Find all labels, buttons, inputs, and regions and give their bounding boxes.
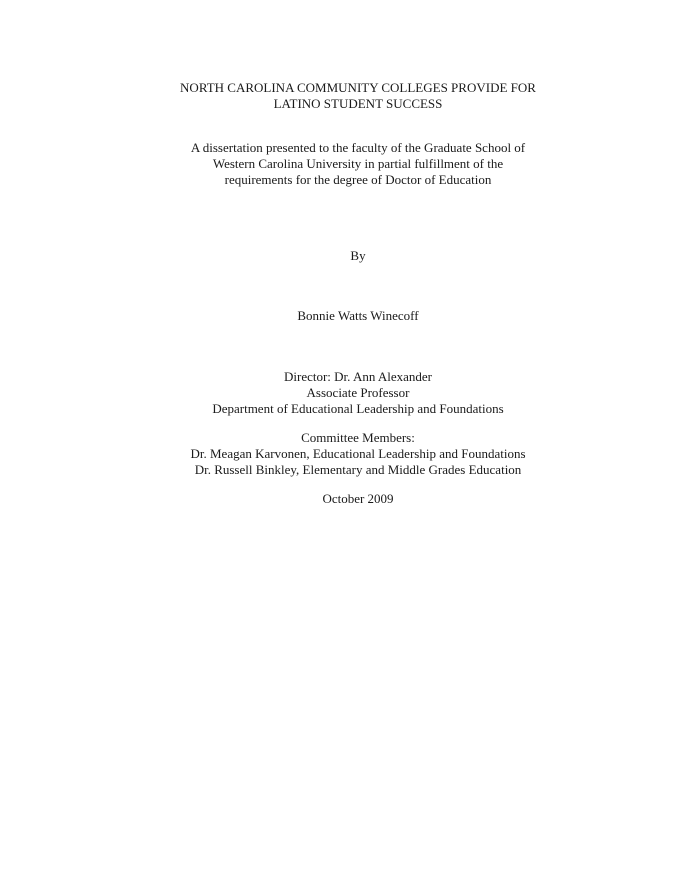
submission-date bbox=[0, 491, 676, 507]
committee-member: Dr. Russell Binkley, Elementary and Middle Grades Education bbox=[194, 462, 522, 477]
title-line: LATINO STUDENT SUCCESS bbox=[273, 96, 443, 111]
title-line: NORTH CAROLINA COMMUNITY COLLEGES PROVIDE FOR bbox=[180, 80, 536, 95]
dissertation-statement bbox=[0, 140, 676, 188]
director-name: Director: Dr. Ann Alexander bbox=[283, 369, 432, 384]
statement-line: requirements for the degree of Doctor of Education bbox=[224, 172, 492, 187]
date-text: October 2009 bbox=[322, 491, 394, 506]
committee-heading: Committee Members: bbox=[301, 430, 415, 445]
committee-member: Dr. Meagan Karvonen, Educational Leadership and Foundations bbox=[190, 446, 526, 461]
director-title: Associate Professor bbox=[306, 385, 410, 400]
by-label bbox=[0, 248, 676, 264]
director-info bbox=[0, 369, 676, 417]
statement-line: A dissertation presented to the faculty of the Graduate School of bbox=[190, 140, 526, 155]
by-text: By bbox=[350, 248, 366, 263]
statement-line: Western Carolina University in partial fulfillment of the bbox=[212, 156, 504, 171]
dissertation-title bbox=[0, 80, 676, 112]
author-text: Bonnie Watts Winecoff bbox=[297, 308, 419, 323]
author-name bbox=[0, 308, 676, 324]
committee-info bbox=[0, 430, 676, 478]
director-department: Department of Educational Leadership and Foundations bbox=[212, 401, 504, 416]
